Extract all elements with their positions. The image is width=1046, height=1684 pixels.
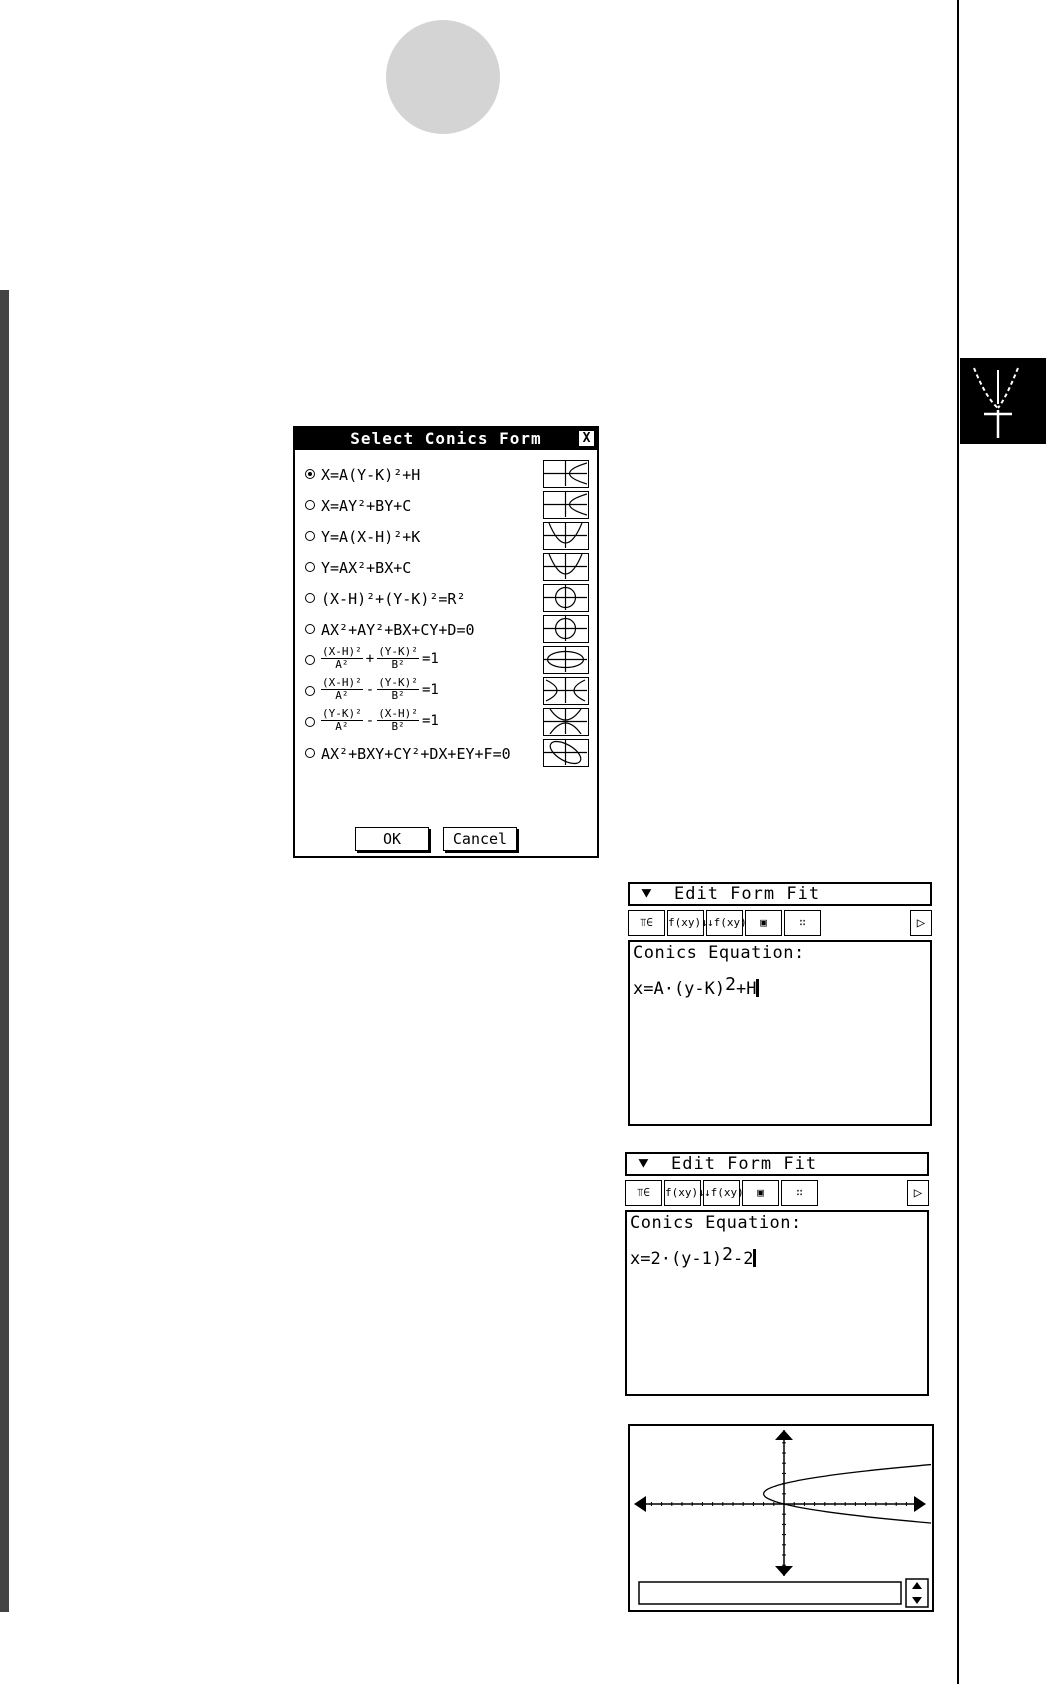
conic-shape-icon — [543, 522, 589, 550]
cancel-button[interactable]: Cancel — [443, 827, 517, 851]
equation-base: x=2·(y-1) — [630, 1249, 723, 1269]
conics-equation-label: Conics Equation: — [633, 943, 805, 963]
radio-button[interactable] — [305, 748, 315, 758]
x-axis-right-arrow — [914, 1496, 926, 1512]
conic-shape-icon — [543, 615, 589, 643]
fraction-numerator: (Y-K)² — [322, 707, 362, 720]
fraction-denominator: B² — [391, 720, 405, 733]
equation-rhs: =1 — [421, 650, 439, 667]
graph-toggle-icon[interactable]: ⫪∈ — [628, 910, 665, 936]
conics-editor-screen-1 — [628, 882, 932, 1130]
conic-graph — [630, 1426, 931, 1609]
conic-form-option[interactable] — [301, 553, 593, 583]
x-axis-left-arrow — [634, 1496, 646, 1512]
radio-button[interactable] — [305, 717, 315, 727]
equation-rhs: =1 — [421, 681, 439, 698]
conics-editor-screen-2 — [625, 1152, 929, 1400]
option-label: X=A(Y-K)²+H — [321, 466, 421, 484]
option-label: Y=AX²+BX+C — [321, 559, 412, 577]
menu-dropdown-icon[interactable]: ⯆ — [637, 1154, 650, 1173]
right-margin-line — [957, 0, 959, 1684]
conic-shape-icon — [543, 553, 589, 581]
fraction-denominator: B² — [391, 689, 405, 702]
text-cursor — [756, 979, 759, 997]
radio-button[interactable] — [305, 500, 315, 510]
graph-toggle-icon[interactable]: ⫪∈ — [625, 1180, 662, 1206]
conic-shape-icon — [543, 677, 589, 705]
menu-label[interactable]: Edit Form Fit — [671, 1154, 818, 1174]
conic-form-option[interactable] — [301, 584, 593, 614]
option-label — [321, 677, 439, 702]
fraction-denominator: B² — [391, 658, 405, 671]
radio-button[interactable] — [305, 593, 315, 603]
close-icon[interactable]: X — [579, 431, 594, 446]
store-fxy-icon[interactable]: f(xy)↓ — [667, 910, 704, 936]
menu-bar[interactable] — [625, 1152, 929, 1176]
recall-fxy-icon[interactable]: ↓f(xy) — [703, 1180, 740, 1206]
conic-form-icon[interactable]: ∷ — [781, 1180, 818, 1206]
conic-shape-icon — [543, 739, 589, 767]
equation-work-area[interactable] — [625, 1210, 929, 1396]
dialog-title — [295, 428, 597, 450]
equation-tail: +H — [735, 979, 757, 999]
conics-tab-icon — [960, 358, 1046, 444]
conic-form-option[interactable] — [301, 646, 593, 676]
option-label: (X-H)²+(Y-K)²=R² — [321, 590, 466, 608]
y-axis-up-arrow — [775, 1430, 793, 1440]
left-margin-bar — [0, 290, 9, 1612]
conic-form-option[interactable] — [301, 522, 593, 552]
select-conics-form-dialog — [293, 426, 599, 858]
chapter-circle-marker — [386, 20, 500, 134]
recall-fxy-icon[interactable]: ↓f(xy) — [706, 910, 743, 936]
conic-shape-icon — [543, 646, 589, 674]
fraction-denominator: A² — [335, 689, 349, 702]
radio-button[interactable] — [305, 655, 315, 665]
conic-form-option[interactable] — [301, 708, 593, 738]
conic-form-option[interactable] — [301, 739, 593, 769]
menu-bar[interactable] — [628, 882, 932, 906]
store-fxy-icon[interactable]: f(xy)↓ — [664, 1180, 701, 1206]
conic-shape-icon — [543, 491, 589, 519]
equation-exponent: 2 — [722, 1244, 733, 1265]
toolbar — [625, 1180, 929, 1206]
y-axis-down-arrow — [775, 1566, 793, 1576]
text-cursor — [753, 1249, 756, 1267]
radio-button[interactable] — [305, 686, 315, 696]
option-label — [321, 708, 439, 733]
conic-shape-icon — [543, 460, 589, 488]
parabola-curve — [764, 1433, 931, 1555]
ok-button[interactable]: OK — [355, 827, 429, 851]
graph-window[interactable] — [628, 1424, 934, 1612]
conic-form-option[interactable] — [301, 491, 593, 521]
menu-dropdown-icon[interactable]: ⯆ — [640, 884, 653, 903]
fraction-numerator: (Y-K)² — [378, 645, 418, 658]
conics-equation[interactable] — [630, 1244, 756, 1269]
fraction-operator: - — [365, 712, 375, 729]
fraction-numerator: (X-H)² — [378, 707, 418, 720]
toolbar-scroll-right-icon[interactable]: ▷ — [910, 910, 932, 936]
option-label: X=AY²+BY+C — [321, 497, 412, 515]
conic-form-option[interactable] — [301, 615, 593, 645]
conic-shape-icon — [543, 584, 589, 612]
equation-work-area[interactable] — [628, 940, 932, 1126]
toolbar-scroll-right-icon[interactable]: ▷ — [907, 1180, 929, 1206]
option-label: Y=A(X-H)²+K — [321, 528, 421, 546]
fraction-denominator: A² — [335, 720, 349, 733]
conic-form-icon[interactable]: ∷ — [784, 910, 821, 936]
zoom-fit-icon[interactable]: ▣ — [745, 910, 782, 936]
conics-equation-label: Conics Equation: — [630, 1213, 802, 1233]
conics-equation[interactable] — [633, 974, 759, 999]
fraction-denominator: A² — [335, 658, 349, 671]
radio-button[interactable] — [305, 469, 315, 479]
menu-label[interactable]: Edit Form Fit — [674, 884, 821, 904]
option-label — [321, 646, 439, 671]
fraction-numerator: (X-H)² — [322, 645, 362, 658]
fraction-operator: - — [365, 681, 375, 698]
conic-form-option[interactable] — [301, 460, 593, 490]
radio-button[interactable] — [305, 562, 315, 572]
fraction-numerator: (X-H)² — [322, 676, 362, 689]
dialog-title-text: Select Conics Form — [350, 429, 542, 448]
fraction-numerator: (Y-K)² — [378, 676, 418, 689]
conics-chapter-tab — [960, 358, 1046, 444]
equation-rhs: =1 — [421, 712, 439, 729]
fraction-operator: + — [365, 650, 375, 667]
toolbar — [628, 910, 932, 936]
option-label: AX²+BXY+CY²+DX+EY+F=0 — [321, 745, 511, 763]
option-label: AX²+AY²+BX+CY+D=0 — [321, 621, 475, 639]
equation-base: x=A·(y-K) — [633, 979, 726, 999]
conic-shape-icon — [543, 708, 589, 736]
conic-form-option[interactable] — [301, 677, 593, 707]
equation-exponent: 2 — [725, 974, 736, 995]
zoom-fit-icon[interactable]: ▣ — [742, 1180, 779, 1206]
equation-tail: -2 — [732, 1249, 754, 1269]
graph-input-line[interactable] — [639, 1582, 901, 1604]
radio-button[interactable] — [305, 624, 315, 634]
radio-button[interactable] — [305, 531, 315, 541]
